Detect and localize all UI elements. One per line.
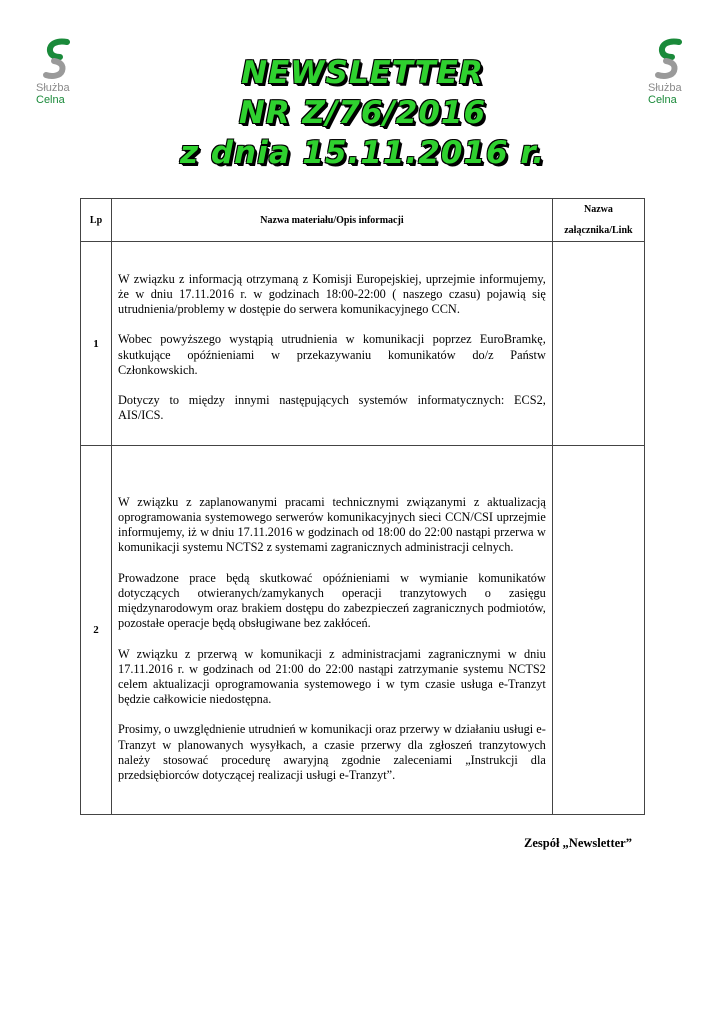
logo-word-2: Celna (36, 94, 65, 106)
header-description: Nazwa materiału/Opis informacji (112, 199, 553, 242)
table-header-row (81, 199, 645, 242)
footer-signature: Zespół „Newsletter” (524, 836, 632, 850)
logo-sluzba-celna-right (648, 38, 708, 114)
row-number: 1 (81, 242, 112, 446)
logo-word-1: Służba (36, 82, 70, 94)
description-paragraph: W związku z przerwą w komunikacji z administracjami zagranicznymi w dniu 17.11.2016 r. w godzinach od 21:00 do 22:00 nastąpi zatrzymanie systemu NCTS2 celem aktualizacji oprogramowania systemowego i w tym czasie usługa e-Tranzyt będzie całkowicie niedostępna. (118, 646, 546, 707)
description-paragraph: W związku z zaplanowanymi pracami technicznymi związanymi z aktualizacją oprogramowania systemowego serwerów komunikacyjnych sieci CCN/CSI uprzejmie informujemy, iż w dniu 17.11.2016 w godzinach od 18:00 do 22:00 nastąpi przerwa w komunikacji systemu NCTS2 z systemami zagranicznych administracji celnych. (118, 494, 546, 555)
description-paragraph: Prosimy, o uwzględnienie utrudnień w komunikacji oraz przerwy w działaniu usługi e-Tranzyt w planowanych wysyłkach, a czasie przerwy dla zgłoszeń tranzytowych należy stosować procedurę awaryjną zgodnie zaleceniami „Instrukcji dla przedsiębiorców dotyczącej realizacji usługi e-Tranzyt”. (118, 722, 546, 782)
header-attachment-line2: załącznika/Link (564, 225, 633, 236)
sluzba-celna-logo-icon (652, 38, 686, 80)
table-row (81, 446, 645, 815)
information-table (80, 198, 645, 815)
description-paragraph: Dotyczy to między innymi następujących systemów informatycznych: ECS2, AIS/ICS. (118, 392, 546, 423)
description-paragraph: Wobec powyższego wystąpią utrudnienia w komunikacji poprzez EuroBramkę, skutkujące opóźnieniami w przekazywaniu komunikatów do/z Państw Członkowskich. (118, 332, 546, 377)
header-lp: Lp (81, 199, 112, 242)
row-attachment (552, 242, 644, 446)
table-row (81, 242, 645, 446)
newsletter-date: z dnia 15.11.2016 r. (180, 135, 545, 171)
description-paragraph: W związku z informacją otrzymaną z Komisji Europejskiej, uprzejmie informujemy, że w dniu 17.11.2016 r. w godzinach 18:00-22:00 ( naszego czasu) pojawią się utrudnienia/problemy w dostępie do serwera komunikacyjnego CCN. (118, 271, 546, 317)
row-description (112, 446, 553, 815)
newsletter-title: NEWSLETTER (241, 55, 484, 91)
header-attachment (552, 199, 644, 242)
row-number: 2 (81, 446, 112, 815)
sluzba-celna-logo-icon (40, 38, 74, 80)
newsletter-number: NR Z/76/2016 (238, 95, 487, 131)
description-paragraph: Prowadzone prace będą skutkować opóźnieniami w wymianie komunikatów dotyczących otwieranych/zamykanych operacji tranzytowych o zasięgu międzynarodowym oraz brakiem dostępu do zabezpieczeń zagranicznych podmiotów, pozostałe operacje będą obsługiwane bez zakłóceń. (118, 570, 546, 631)
logo-word-2: Celna (648, 94, 677, 106)
logo-sluzba-celna-left (36, 38, 96, 114)
row-description (112, 242, 553, 446)
row-attachment (552, 446, 644, 815)
header-attachment-line1: Nazwa (583, 204, 613, 215)
logo-word-1: Służba (648, 82, 682, 94)
